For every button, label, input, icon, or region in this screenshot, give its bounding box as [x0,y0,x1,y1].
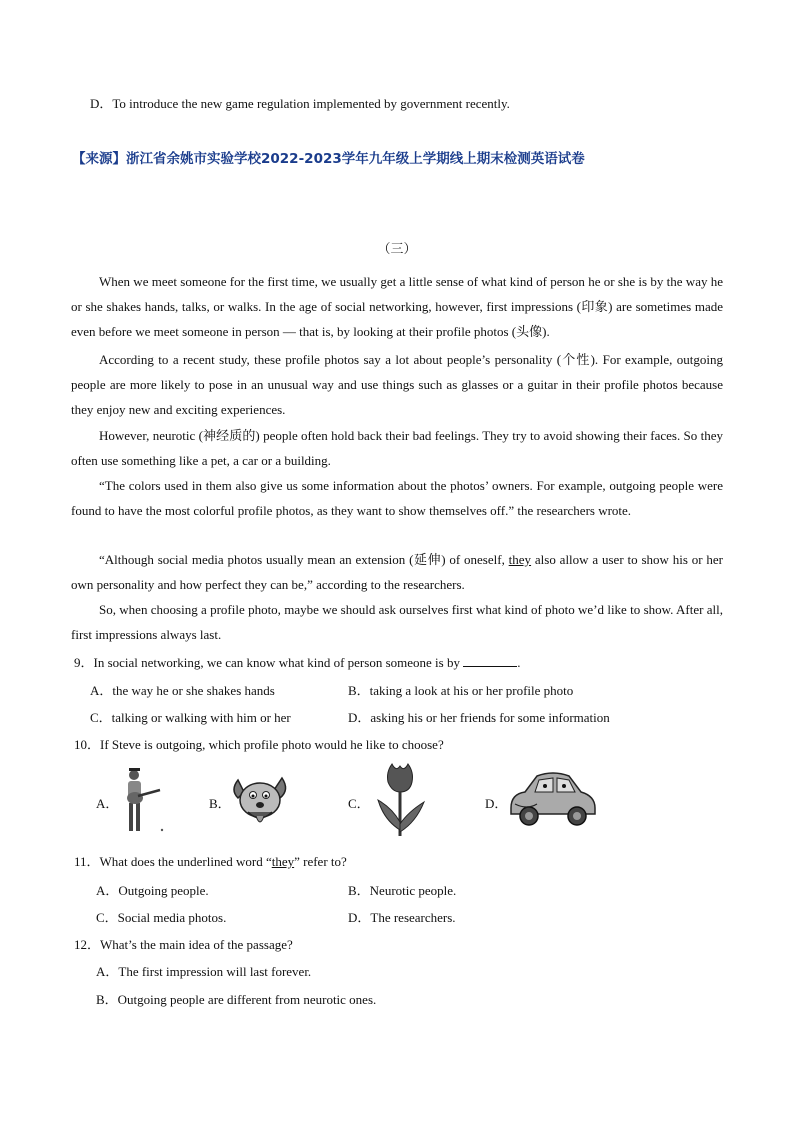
passage-paragraph: So, when choosing a profile photo, maybe we should ask ourselves first what kind of photo we’d like to show. After all, first impressions always last. [71,602,723,642]
option-c: C．Social media photos. [96,910,227,925]
option-a: A．Outgoing people. [96,883,209,898]
option-d: D．The researchers. [348,910,456,925]
dog-face-icon [228,770,292,834]
underlined-word: they [508,552,532,567]
option-a: A． [96,796,119,811]
section-title: （三） [377,242,417,257]
underlined-word: they [271,854,295,869]
option-d: D．asking his or her friends for some information [348,710,610,725]
option-c: C． [348,796,370,811]
answer-blank [463,655,517,667]
passage-paragraph: When we meet someone for the first time, we usually get a little sense of what kind of person he or she is by the way he or she shakes hands, talks, or walks. In the age of social networking, however, first impressions (印象) are sometimes made even before we meet someone in person — that is, by looking at their profile photos (头像). [71,274,723,339]
tulip-icon [370,760,430,840]
guitar-player-icon [118,766,168,836]
option-a: A．the way he or she shakes hands [90,683,275,698]
source-line: 【来源】浙江省余姚市实验学校2022-2023学年九年级上学期线上期末检测英语试卷 [72,151,585,167]
option-b: B．Neurotic people. [348,883,457,898]
question-11: 11．What does the underlined word “they” refer to? [74,854,347,869]
passage-paragraph: However, neurotic (神经质的) people often hold back their bad feelings. They try to avoid showing their faces. So they often use something like a pet, a car or a building. [71,428,723,468]
question-10: 10．If Steve is outgoing, which profile photo would he like to choose? [74,737,444,752]
option-b: B．taking a look at his or her profile photo [348,683,574,698]
question-9: 9．In social networking, we can know what kind of person someone is by . [74,655,521,670]
cartoon-car-icon [507,768,597,832]
option-d: D． [485,796,508,811]
option-a: A．The first impression will last forever. [96,964,312,979]
passage-paragraph: According to a recent study, these profile photos say a lot about people’s personality (个性). For example, outgoing people are more likely to pose in an unusual way and use things such as glasses or a guitar in their profile photos because they enjoy new and exciting experiences. [71,352,723,417]
option-c: C．talking or walking with him or her [90,710,291,725]
option-b: B． [209,796,231,811]
question-12: 12．What’s the main idea of the passage? [74,937,293,952]
prev-option-d: D．To introduce the new game regulation implemented by government recently. [90,96,510,111]
option-b: B．Outgoing people are different from neurotic ones. [96,992,377,1007]
passage-paragraph: “Although social media photos usually mean an extension (延伸) of oneself, they also allow a user to show his or her own personality and how perfect they can be,” according to the researchers. [71,552,723,592]
passage-paragraph: “The colors used in them also give us some information about the photos’ owners. For example, outgoing people were found to have the most colorful profile photos, as they want to show themselves off.” the researchers wrote. [71,478,723,518]
